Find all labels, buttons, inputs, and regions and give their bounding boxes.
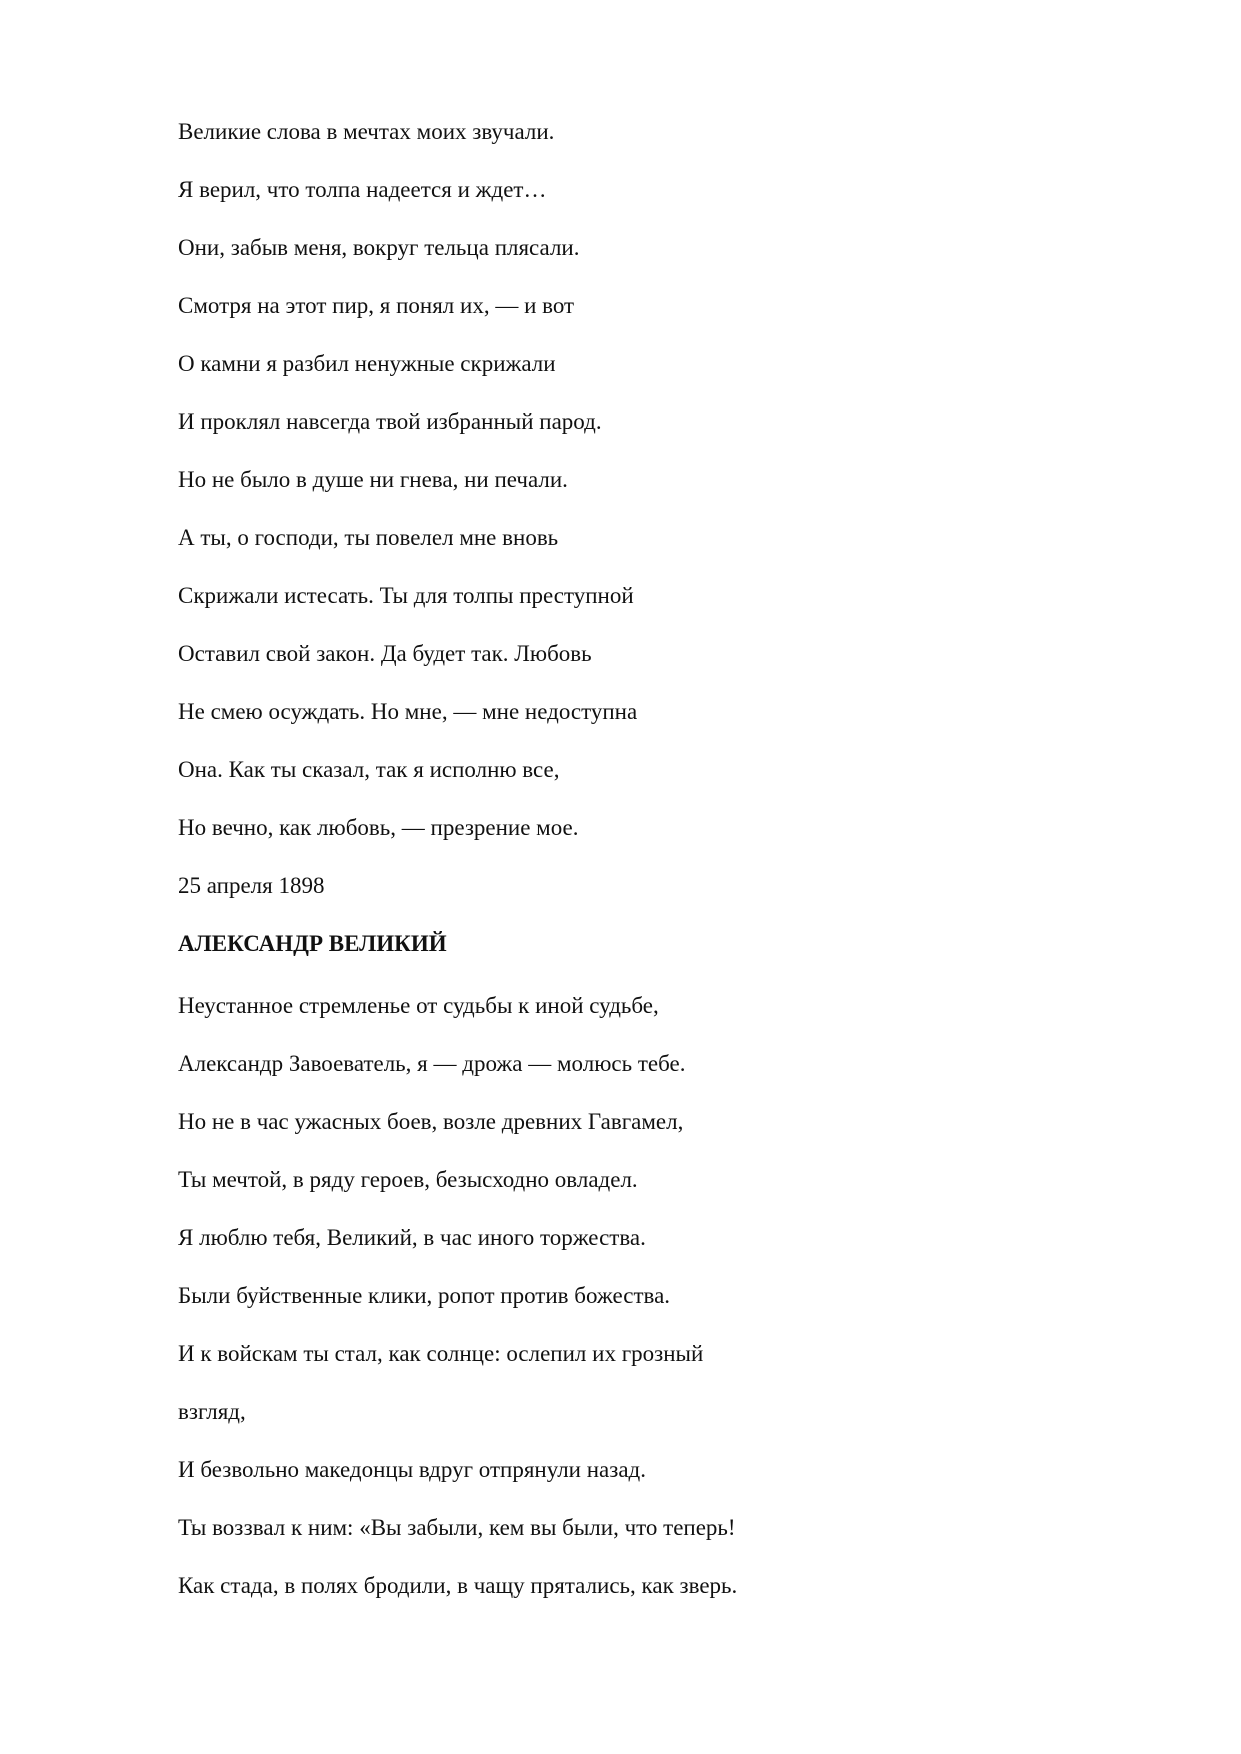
poem2-line-4: Ты мечтой, в ряду героев, безысходно овладел. — [178, 1167, 638, 1192]
poem1-line-12: Она. Как ты сказал, так я исполню все, — [178, 757, 560, 782]
poem1-line-7: Но не было в душе ни гнева, ни печали. — [178, 467, 568, 492]
poem1-line-9: Скрижали истесать. Ты для толпы преступной — [178, 583, 634, 608]
poem2-line-6: Были буйственные клики, ропот против божества. — [178, 1283, 671, 1308]
poem2-line-2: Александр Завоеватель, я — дрожа — молюсь тебе. — [178, 1051, 686, 1076]
poem1-line-6: И проклял навсегда твой избранный парод. — [178, 409, 602, 434]
poem1-line-1: Великие слова в мечтах моих звучали. — [178, 119, 555, 144]
poem1-line-5: О камни я разбил ненужные скрижали — [178, 351, 556, 376]
poem2-line-8: взгляд, — [178, 1399, 246, 1424]
poem2-line-11: Как стада, в полях бродили, в чащу прятались, как зверь. — [178, 1573, 738, 1598]
poem1-date: 25 апреля 1898 — [178, 873, 325, 898]
poem1-line-8: А ты, о господи, ты повелел мне вновь — [178, 525, 559, 550]
poem1-line-2: Я верил, что толпа надеется и ждет… — [178, 177, 547, 202]
poem2-line-5: Я люблю тебя, Великий, в час иного торжества. — [178, 1225, 646, 1250]
poem1-line-10: Оставил свой закон. Да будет так. Любовь — [178, 641, 592, 666]
poem1-line-4: Смотря на этот пир, я понял их, — и вот — [178, 293, 575, 318]
poem2-line-7: И к войскам ты стал, как солнце: ослепил их грозный — [178, 1341, 704, 1366]
poem1-line-13: Но вечно, как любовь, — презрение мое. — [178, 815, 579, 840]
poem2-line-3: Но не в час ужасных боев, возле древних Гавгамел, — [178, 1109, 684, 1134]
poem2-line-10: Ты воззвал к ним: «Вы забыли, кем вы были, что теперь! — [178, 1515, 736, 1540]
poem2-title: АЛЕКСАНДР ВЕЛИКИЙ — [178, 931, 447, 956]
poem1-line-3: Они, забыв меня, вокруг тельца плясали. — [178, 235, 580, 260]
poem1-line-11: Не смею осуждать. Но мне, — мне недоступна — [178, 699, 638, 724]
poem2-line-1: Неустанное стремленье от судьбы к иной судьбе, — [178, 993, 659, 1018]
poem2-line-9: И безвольно македонцы вдруг отпрянули назад. — [178, 1457, 646, 1482]
